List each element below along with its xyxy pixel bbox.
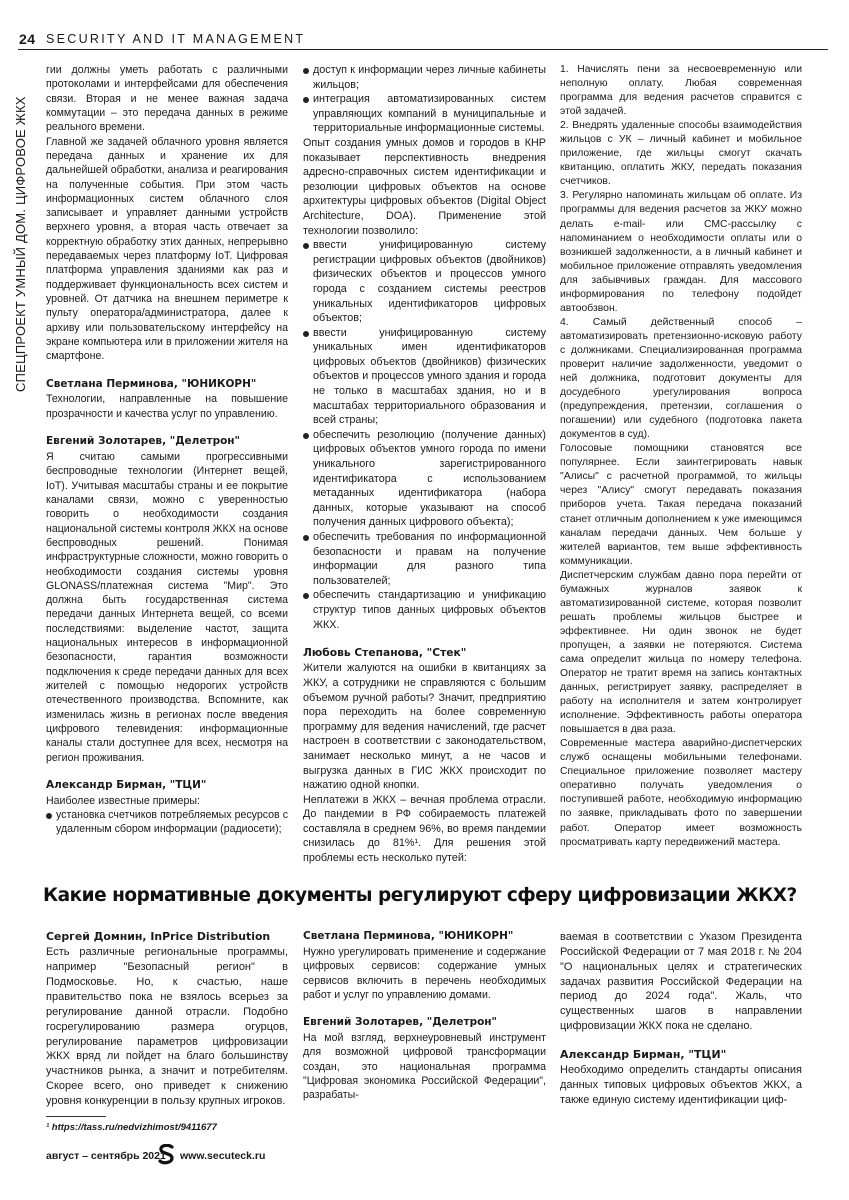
bottom-column-3 — [560, 930, 802, 1108]
bullet-list — [303, 238, 546, 632]
footnote-divider — [46, 1116, 106, 1117]
author-name: Александр Бирман, "ТЦИ" — [46, 778, 207, 791]
list-item: обеспечить стандартизацию и унификацию структур типов данных цифровых объектов ЖКХ. — [303, 588, 546, 632]
paragraph: Технологии, направленные на повышение прозрачности и качества услуг по управлению. — [46, 393, 288, 420]
paragraph: Главной же задачей облачного уровня является передача данных и хранение их для дальнейшей обработки, анализа и реагирования на полученные события. При этом часть информационных систем облачного слоя записывает и управляет данными устройств верхнего уровня, а вторая часть отвечает за корректную обработку этих данных, непрерывно передаваемых через платформу IoT. Цифровая платформа управления зданиями как раз и поддерживает функциональность всех систем и уровней. От датчика на внешнем периметре к пульту оператора/администратора, далее к архиву или пользовательскому интерфейсу на экране компьютера или в приложении жителя на смартфоне. — [46, 135, 288, 363]
paragraph: 2. Внедрять удаленные способы взаимодействия жильцов с УК – личный кабинет и мобильное приложение, где жильцы смогут скачать квитанцию, оплатить ЖКУ, передать показания счетчиков. — [560, 120, 802, 188]
paragraph: Необходимо определить стандарты описания данных типовых цифровых объектов ЖКХ, а также единую систему идентификации циф- — [560, 1064, 802, 1107]
author-name: Светлана Перминова, "ЮНИКОРН" — [303, 930, 514, 942]
paragraph: Опыт создания умных домов и городов в КНР показывает перспективность внедрения адресно-справочных систем идентификации и резолюции цифровых объектов на основе архитектуры цифровых объектов (Digital Object Architecture, DOA). Применение этой технологии позволило: — [303, 136, 546, 237]
author-name: Евгений Золотарев, "Делетрон" — [46, 435, 241, 448]
list-item: ввести унифицированную систему уникальных имен идентификаторов цифровых объектов (двойников) физических объектов и процессов умного здания и города не только в масштабах здания, но и в масштабах территориального образования и всей страны; — [303, 326, 546, 428]
paragraph: 4. Самый действенный способ – автоматизировать претензионно-исковую работу с должниками. Специализированная программа проверит наличие задолженности, уведомит о ней должника, подготовит документы для досудебного урегулирования вопроса (предупреждения, претензии, соглашения о погашении) или судебного (подготовка пакета документов в суд). — [560, 316, 802, 441]
section-sidebar — [6, 60, 32, 392]
list-item: обеспечить резолюцию (получение данных) цифровых объектов умного города по имени уникального зарегистрированного идентификатора с использованием метаданных идентификатора (набора данных, которые указывают на способ получения данных цифрового объекта); — [303, 428, 546, 530]
paragraph: 3. Регулярно напоминать жильцам об оплате. Из программы для ведения расчетов за ЖКУ можно делать e-mail- или СМС-рассылку с напоминанием о необходимости оплаты или о возникшей задолженности, а в личный кабинет и мобильное приложение отправлять уведомления для забывчивых граждан. Для массового информирования по телефону подойдет автообзвон. — [560, 190, 802, 314]
magazine-logo-icon — [157, 1144, 177, 1166]
sidebar-label: СПЕЦПРОЕКТ УМНЫЙ ДОМ. ЦИФРОВОЕ ЖКХ — [13, 96, 28, 392]
author-name: Светлана Перминова, "ЮНИКОРН" — [46, 377, 257, 390]
issue-date: август – сентябрь 2021 — [46, 1150, 166, 1162]
paragraph: Есть различные региональные программы, например "Безопасный регион" в Подмосковье. Но, к счастью, наше правительство пока не взялось всерьез за регулирование данной отрасли. Подобно госрегулированию размера огурцов, регулирование параметров цифровизации ЖКХ вряд ли пойдет на благо большинству участников рынка, а значит и потребителям. Скорее всего, оно приведет к снижению уровня конкуренции в пользу крупных игроков. — [46, 946, 288, 1108]
paragraph: Жители жалуются на ошибки в квитанциях за ЖКУ, а сотрудники не справляются с большим объемом ручной работы? Значит, предприятию пора переходить на более современную программу для ведения начислений, где расчет настроен в соответствии с законодательством, занимает несколько минут, а не часов и выгрузка данных в ГИС ЖКХ происходит по нажатию одной кнопки. — [303, 662, 546, 792]
footnote: ¹ https://tass.ru/nedvizhimost/9411677 — [46, 1122, 217, 1133]
paragraph: гии должны уметь работать с различными протоколами и интерфейсами для обеспечения связи. Вторая и не менее важная задача коммутации – это передача данных в режиме реального времени. — [46, 64, 288, 134]
list-item: доступ к информации через личные кабинеты жильцов; — [303, 63, 546, 92]
list-item: обеспечить требования по информационной безопасности и правам на получение информации для разного типа пользователей; — [303, 530, 546, 588]
list-item: установка счетчиков потребляемых ресурсов с удаленным сбором информации (радиосети); — [46, 808, 288, 837]
paragraph: Современные мастера аварийно-диспетчерских служб оснащены мобильными телефонами. Специальное приложение позволяет мастеру оперативно получать уведомления о поступившей работе, необходимую информацию по заявке, прикладывать фото по завершении работ. Оператор имеет возможность просматривать карту передвижений мастера. — [560, 738, 802, 848]
author-name: Любовь Степанова, "Стек" — [303, 646, 467, 660]
column-1 — [46, 63, 288, 837]
bottom-column-1 — [46, 930, 288, 1109]
paragraph: Нужно урегулировать применение и содержание цифровых сервисов: содержание умных сервисов включить в перечень необходимых работ и услуг по управлению домами. — [303, 945, 546, 1001]
list-item: интеграция автоматизированных систем управляющих компаний в муниципальные и территориальные информационные системы. — [303, 92, 546, 136]
paragraph: 1. Начислять пени за несвоевременную или неполную оплату. Любая современная программа для ведения расчетов справится с этой задачей. — [560, 64, 802, 118]
column-3 — [560, 63, 802, 850]
paragraph: ваемая в соответствии с Указом Президента Российской Федерации от 7 мая 2018 г. № 204 "О национальных целях и стратегических задачах развития Российской Федерации на период до 2024 года". Жаль, что существенных шагов в направлении цифровизации ЖКХ пока не сделано. — [560, 931, 802, 1033]
website-url: www.secuteck.ru — [180, 1150, 266, 1162]
bullet-list — [46, 808, 288, 837]
paragraph: На мой взгляд, верхнеуровневый инструмент для возможной цифровой трансформации создан, это национальная программа "Цифровая экономика Российской Федерации", разрабаты- — [303, 1032, 546, 1102]
section-headline: Какие нормативные документы регулируют сферу цифровизации ЖКХ? — [43, 885, 797, 906]
paragraph: Неплатежи в ЖКХ – вечная проблема отрасли. До пандемии в РФ собираемость платежей составляла в среднем 96%, во время пандемии снизилась до 81%¹. Для решения этой проблемы есть несколько путей: — [303, 793, 546, 865]
column-2 — [303, 63, 546, 866]
paragraph: Диспетчерским службам давно пора перейти от бумажных журналов заявок к автоматизированной системе, которая позволит решать проблемы жильцов быстрее и эффективнее. Ни один звонок не будет пропущен, а заявки не потеряются. Система сама определит жильца по номеру телефона. Оператор не тратит время на запись контактных данных, регистрирует заявку, распределяет в работу на исполнителя и затем контролирует исполнение. Эффективность работы оператора повышается в два раза. — [560, 569, 802, 736]
author-name: Сергей Домнин, InPrice Distribution — [46, 930, 271, 943]
bullet-list — [303, 63, 546, 136]
paragraph: Я считаю самыми прогрессивными беспроводные технологии (Интернет вещей, IoT). Учитывая масштабы страны и ее покрытие каналами связи, можно с уверенностью говорить о необходимости создания национальной системы контроля ЖКХ на основе беспроводных решений. Понимая инфраструктурные сложности, можно говорить о необходимости создания системы уровня GLONASS/платежная система "Мир". Это должна быть государственная система передачи данных Интернета вещей, со всеми последствиями: выделение частот, защита национальных интересов в информационной безопасности, гарантия возможности подключения к среде передачи данных для всех жителей с помощью недорогих устройств отечественного производства. Вспомните, как изменилась жизнь в регионах после введения цифрового телевидения: информационные каналы стали доступнее для всех, несмотря на регион проживания. — [46, 451, 288, 764]
author-name: Александр Бирман, "ТЦИ" — [560, 1048, 727, 1062]
paragraph: Наиболее известные примеры: — [46, 794, 200, 807]
author-name: Евгений Золотарев, "Делетрон" — [303, 1016, 498, 1029]
list-item: ввести унифицированную систему регистрации цифровых объектов (двойников) физических объектов и процессов умного города с созданием системы реестров уникальных идентификаторов цифровых объектов; — [303, 238, 546, 326]
header-divider — [18, 49, 828, 50]
paragraph: Голосовые помощники становятся все популярнее. Если заинтегрировать навык "Алисы" с расчетной программой, то жильцы через "Алису" смогут передавать показания приборов учета. Такая передача показаний станет отличным дополнением к уже имеющимся каналам передачи данных. Чем больше у жителей вариантов, тем выше эффективность коммуникации. — [560, 443, 802, 567]
page-number: 24 — [19, 31, 36, 47]
magazine-title: SECURITY AND IT MANAGEMENT — [46, 32, 306, 46]
bottom-column-2 — [303, 930, 546, 1103]
